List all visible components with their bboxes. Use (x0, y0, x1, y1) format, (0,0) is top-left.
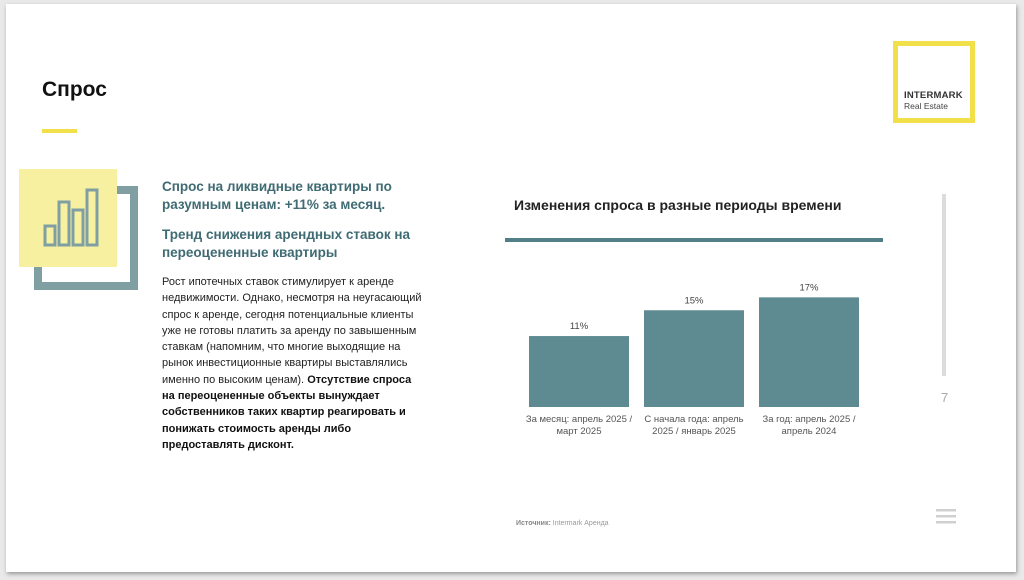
category-label-2-line-2: 2025 / январь 2025 (652, 426, 736, 437)
category-label-2-line-1: С начала года: апрель (644, 414, 744, 425)
bar-chart (505, 250, 883, 450)
bar-1 (529, 336, 629, 407)
logo-text: INTERMARK (904, 90, 963, 101)
page-title: Спрос (42, 78, 107, 101)
body-paragraph (162, 274, 427, 453)
bar-value-label-3: 17% (799, 282, 819, 294)
category-label-3-line-2: апрель 2024 (781, 426, 837, 437)
category-label-3-line-1: За год: апрель 2025 / (762, 414, 856, 425)
headline-demand: Спрос на ликвидные квартиры по разумным ценам: +11% за месяц. (162, 179, 392, 212)
title-underline (42, 129, 77, 133)
source-note (516, 520, 609, 527)
chart-title-rule (505, 238, 883, 242)
source-label: Источник: (516, 520, 551, 527)
chart-title: Изменения спроса в разные периоды времени (514, 197, 842, 213)
body-bold-text: Отсутствие спроса на переоцененные объекты вынуждает собственников таких квартир реагировать и понижать стоимость аренды либо предоставлять дисконт. (162, 373, 412, 451)
source-value: Intermark Аренда (552, 520, 609, 527)
page-number: 7 (941, 390, 949, 405)
bar-value-label-1: 11% (569, 321, 589, 333)
body-regular-text: Рост ипотечных ставок стимулирует к аренде недвижимости. Однако, несмотря на неугасающий спрос к аренде, сегодня потенциальные клиенты уже не готовы платить за аренду по завышенным ставкам (напомним, что многие выходящие на рынок инвестиционные квартиры выставлялись именно по высоким ценам). (162, 276, 422, 386)
headline-trend: Тренд снижения арендных ставок на переоцененные квартиры (162, 227, 410, 260)
category-label-1-line-2: март 2025 (556, 426, 602, 437)
side-scroll-bar (942, 194, 946, 376)
menu-icon[interactable] (936, 508, 956, 524)
bar-chart-icon (34, 181, 104, 251)
logo-subtext: Real Estate (904, 101, 948, 111)
bar-2 (644, 310, 744, 407)
bar-3 (759, 297, 859, 407)
category-label-1-line-1: За месяц: апрель 2025 / (525, 414, 633, 425)
bar-value-label-2: 15% (684, 295, 704, 307)
